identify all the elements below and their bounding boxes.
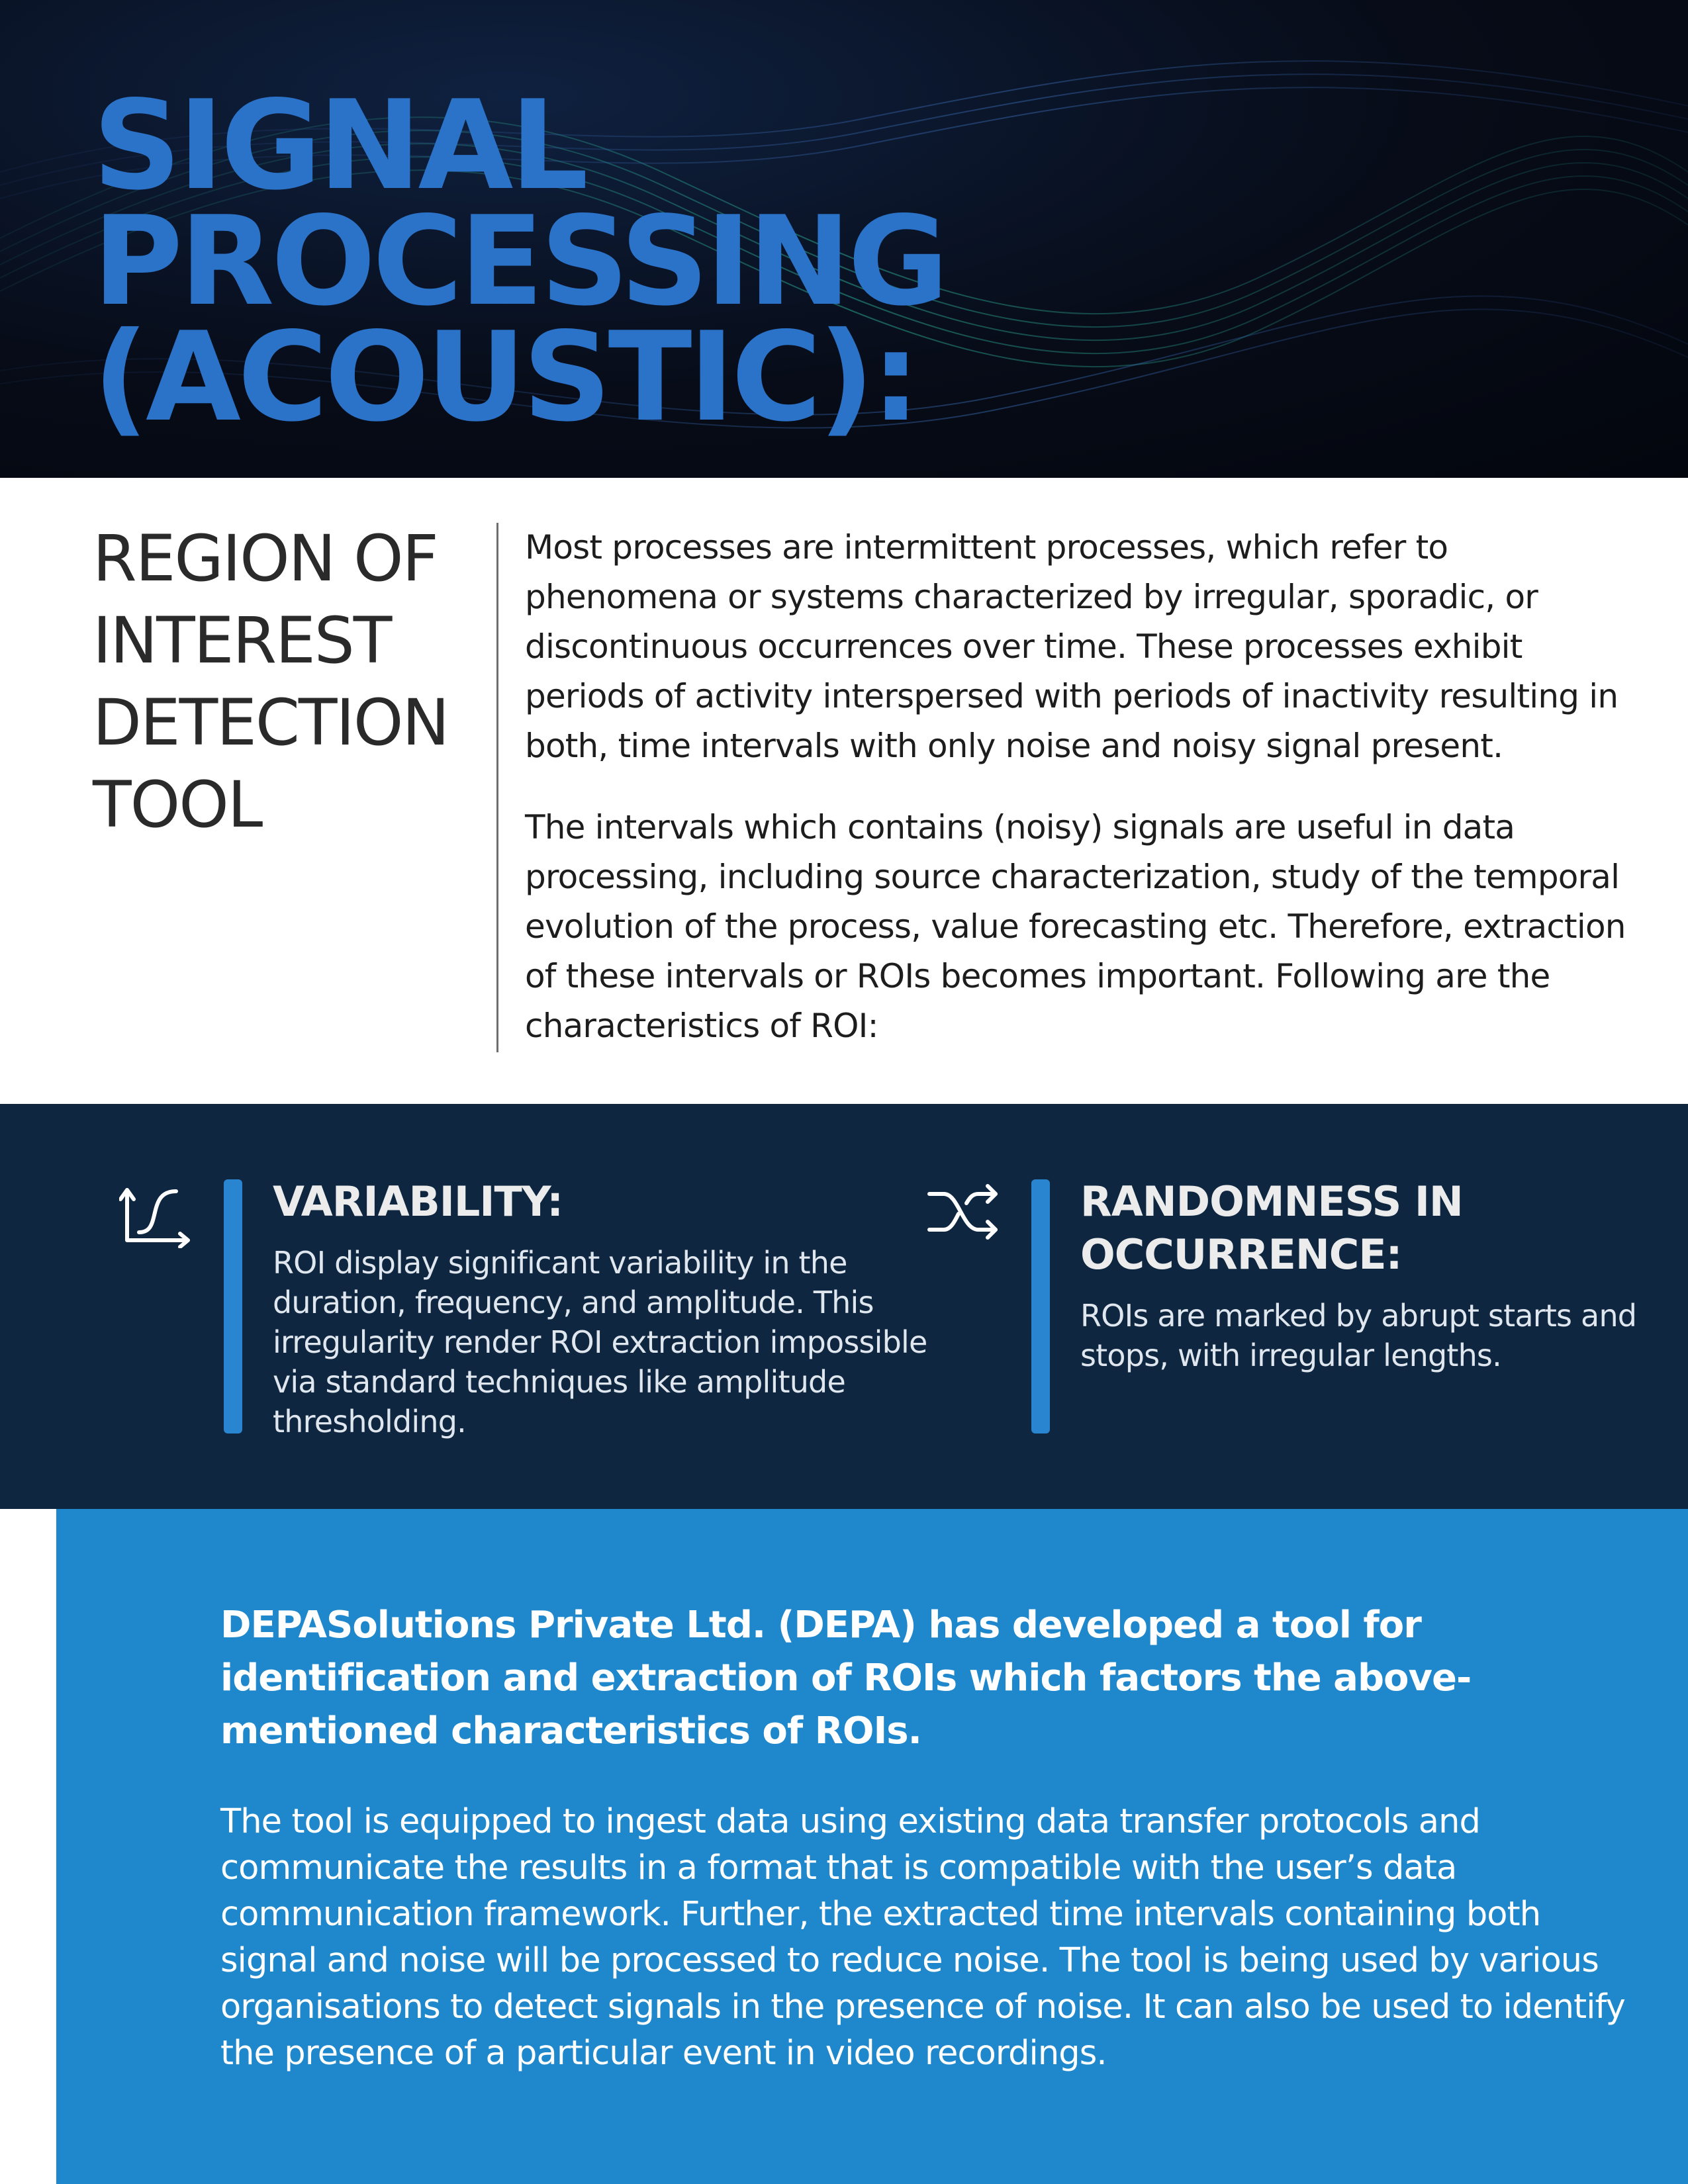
feature-title: RANDOMNESS IN OCCURRENCE:: [1080, 1177, 1463, 1279]
accent-bar: [1031, 1179, 1050, 1433]
heading-line: TOOL: [93, 768, 262, 842]
feature-title: VARIABILITY:: [273, 1177, 563, 1226]
title-line: SIGNAL: [93, 73, 585, 217]
intro-paragraph: The intervals which contains (noisy) signals are useful in data processing, including source characterization, study of the temporal evolution of the process, value forecasting etc. Therefore, extraction of these intervals or ROIs becomes important. Following are the characteristics of ROI:: [525, 808, 1626, 1045]
accent-bar: [224, 1179, 242, 1433]
panel-lead: DEPASolutions Private Ltd. (DEPA) has developed a tool for identification and extraction of ROIs which factors the above-mentioned characteristics of ROIs.: [220, 1604, 1472, 1752]
feature-text: [1080, 1175, 1650, 1375]
heading-line: INTEREST: [93, 604, 391, 678]
shuffle-icon: [927, 1175, 1000, 1248]
panel-body: The tool is equipped to ingest data using existing data transfer protocols and communicate the results in a format that is compatible with the user’s data communication framework. Further, the extracted time intervals containing both signal and noise will be processed to reduce noise. The tool is being used by various organisations to detect signals in the presence of noise. It can also be used to identify the presence of a particular event in video recordings.: [220, 1802, 1625, 2073]
characteristics-band: [0, 1104, 1688, 1509]
title-line: (ACOUSTIC):: [93, 305, 917, 449]
heading-line: DETECTION: [93, 686, 449, 760]
page-title: [93, 73, 946, 449]
vertical-divider: [496, 523, 498, 1052]
solution-panel: [56, 1509, 1688, 2184]
intro-text: [525, 523, 1650, 1083]
heading-line: REGION OF: [93, 522, 438, 596]
intro-paragraph: Most processes are intermittent processes, which refer to phenomena or systems characterized by irregular, sporadic, or discontinuous occurrences over time. These processes exhibit periods of activity interspersed with periods of inactivity resulting in both, time intervals with only noise and noisy signal present.: [525, 528, 1618, 765]
feature-text: [273, 1175, 935, 1441]
curve-graph-icon: [119, 1175, 192, 1248]
feature-description: ROIs are marked by abrupt starts and stops, with irregular lengths.: [1080, 1298, 1637, 1373]
hero-banner: [0, 0, 1688, 478]
section-heading: [93, 518, 448, 846]
title-line: PROCESSING: [93, 189, 946, 333]
feature-description: ROI display significant variability in the duration, frequency, and amplitude. This irregularity render ROI extraction impossible via standard techniques like amplitude thresholding.: [273, 1245, 927, 1439]
